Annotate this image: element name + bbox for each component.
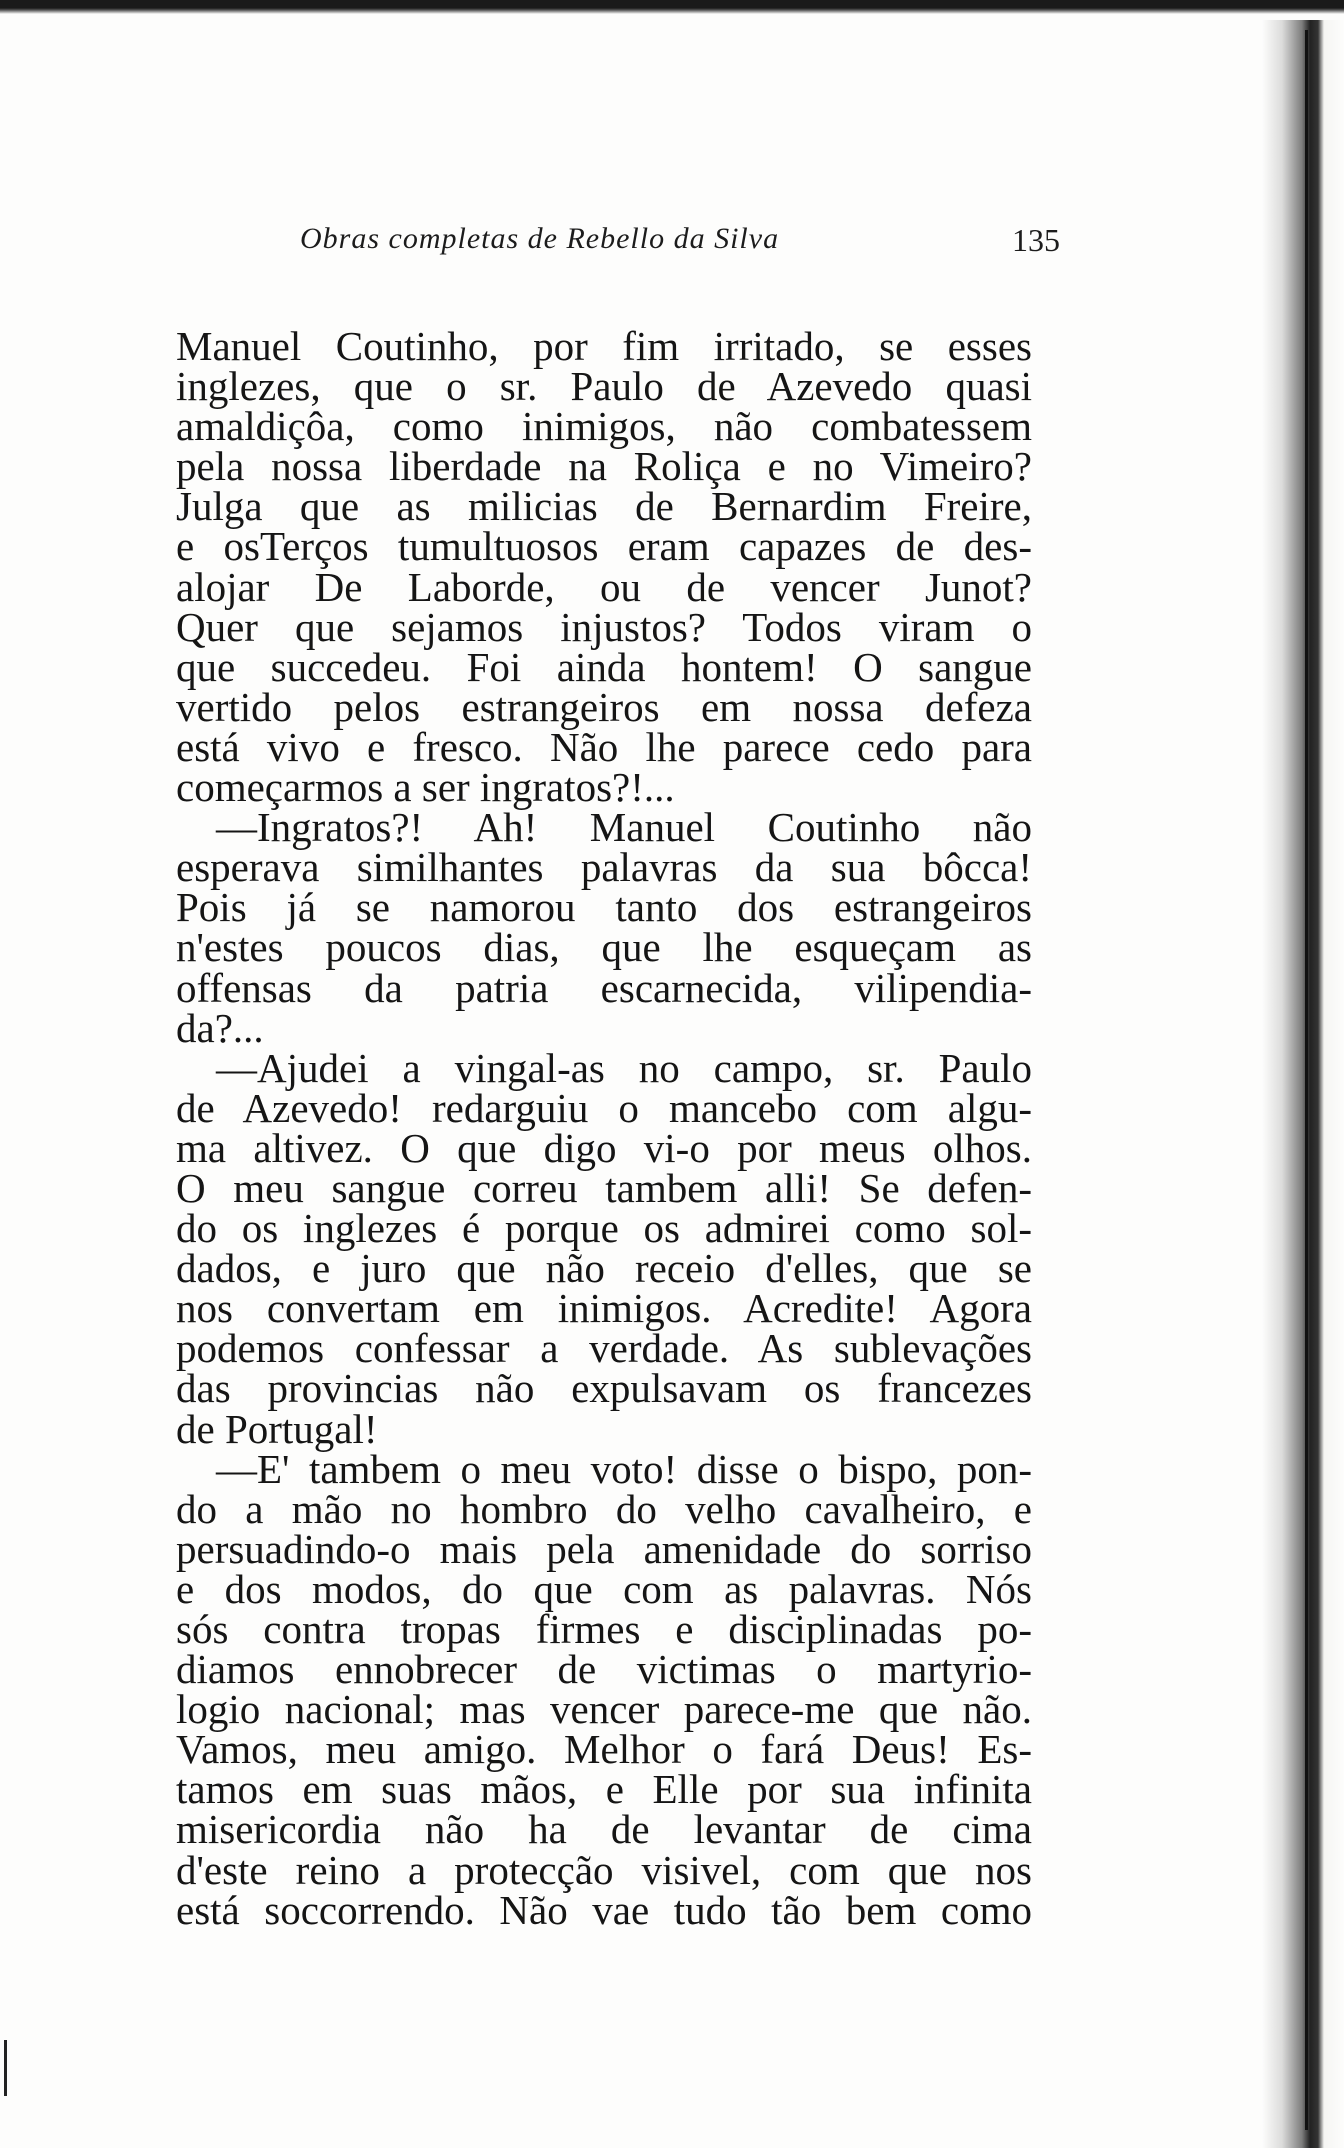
text-line: que succedeu. Foi ainda hontem! O sangue [176,643,1032,690]
text-line: offensas da patria escarnecida, vilipendia- [176,964,1032,1011]
text-line: O meu sangue correu tambem alli! Se defen- [176,1164,1032,1211]
text-line: tamos em suas mãos, e Elle por sua infinita [176,1766,1032,1813]
text-line: misericordia não ha de levantar de cima [176,1806,1032,1853]
text-line: n'estes poucos dias, que lhe esqueçam as [176,924,1032,971]
text-line: Julga que as milicias de Bernardim Freire, [176,483,1032,530]
text-line: está vivo e fresco. Não lhe parece cedo para [176,723,1032,770]
text-line: podemos confessar a verdade. As sublevações [176,1325,1032,1372]
text-line: amaldiçôa, como inimigos, não combatessem [176,403,1032,450]
text-line: de Azevedo! redarguiu o mancebo com algu- [176,1084,1032,1131]
text-line: começarmos a ser ingratos?!... [176,764,675,811]
text-line: e dos modos, do que com as palavras. Nós [176,1565,1032,1612]
book-spine-shadow [1262,20,1344,2148]
body-text [176,323,1032,1933]
text-line: esperava similhantes palavras da sua bôcca! [176,844,1032,891]
text-line: alojar De Laborde, ou de vencer Junot? [176,563,1032,610]
text-line: ma altivez. O que digo vi-o por meus olhos. [176,1124,1032,1171]
text-line: Pois já se namorou tanto dos estrangeiros [176,884,1032,931]
text-line: diamos ennobrecer de victimas o martyrio- [176,1646,1032,1693]
text-line: dados, e juro que não receio d'elles, que se [176,1245,1032,1292]
text-line: das provincias não expulsavam os francezes [176,1365,1032,1412]
text-line: Manuel Coutinho, por fim irritado, se esses [176,323,1032,369]
running-title: Obras completas de Rebello da Silva [300,222,780,255]
text-line: de Portugal! [176,1405,378,1452]
book-spine-edge [1305,30,1308,2130]
top-edge-rule [0,0,1344,14]
text-line: —E' tambem o meu voto! disse o bispo, pon- [216,1445,1032,1492]
text-line: Vamos, meu amigo. Melhor o fará Deus! Es- [176,1726,1032,1773]
text-line: —Ajudei a vingal-as no campo, sr. Paulo [216,1044,1032,1091]
text-line: do a mão no hombro do velho cavalheiro, e [176,1485,1032,1532]
text-line: d'este reino a protecção visivel, com que nos [176,1846,1032,1893]
running-header [300,222,1060,272]
text-line: nos convertam em inimigos. Acredite! Agora [176,1285,1032,1332]
text-line: vertido pelos estrangeiros em nossa defeza [176,683,1032,730]
text-line: —Ingratos?! Ah! Manuel Coutinho não [216,804,1032,851]
text-line: está soccorrendo. Não vae tudo tão bem como [176,1886,1032,1933]
text-line: da?... [176,1004,264,1051]
text-line: do os inglezes é porque os admirei como sol- [176,1205,1032,1252]
text-line: persuadindo-o mais pela amenidade do sorriso [176,1525,1032,1572]
text-line: sós contra tropas firmes e disciplinadas po- [176,1606,1032,1652]
text-line: inglezes, que o sr. Paulo de Azevedo quasi [176,363,1032,410]
text-line: Quer que sejamos injustos? Todos viram o [176,603,1032,650]
text-line: logio nacional; mas vencer parece-me que não. [176,1686,1032,1733]
left-edge-mark [4,2040,7,2096]
text-line: e osTerços tumultuosos eram capazes de des- [176,523,1032,570]
text-line: pela nossa liberdade na Roliça e no Vimeiro? [176,443,1032,490]
page-number: 135 [1012,222,1060,258]
